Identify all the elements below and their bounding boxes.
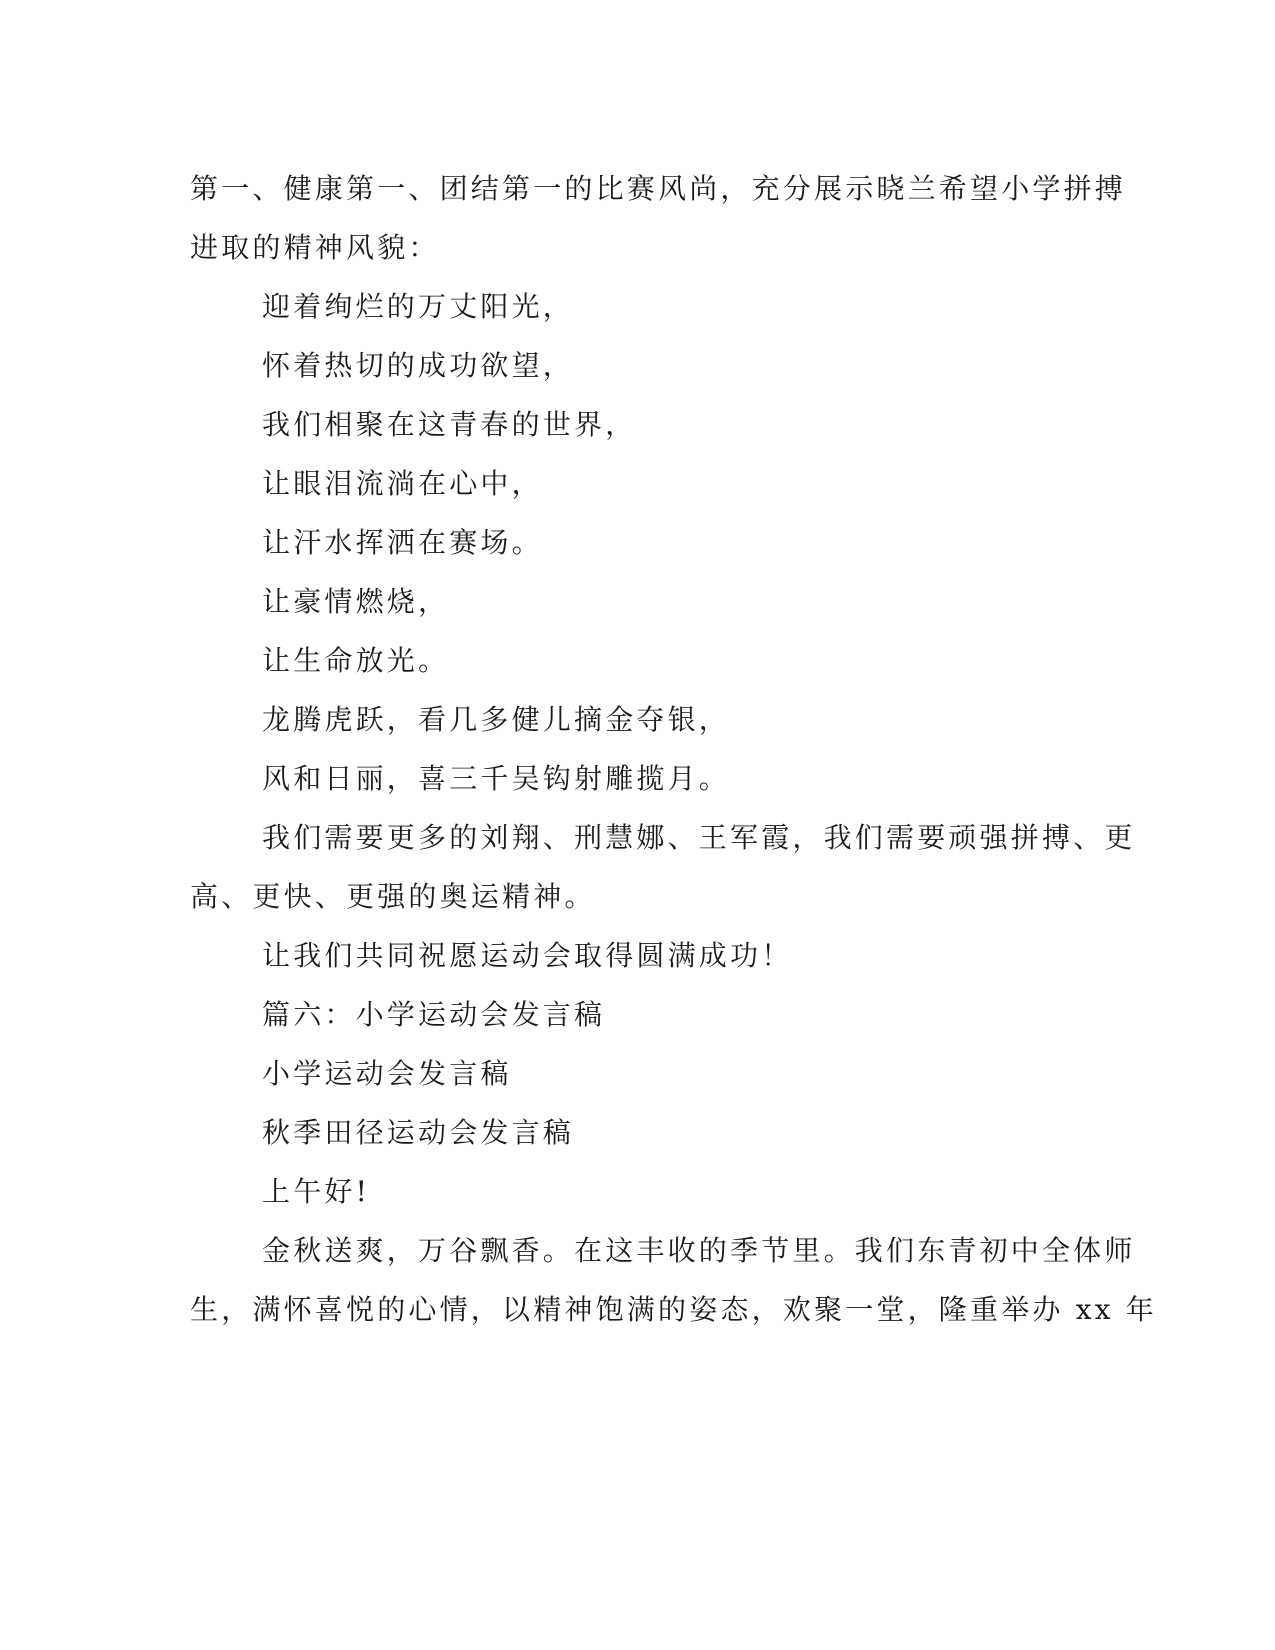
poem-line: 让眼泪流淌在心中， <box>262 467 543 500</box>
poem-line: 风和日丽，喜三千吴钩射雕揽月。 <box>262 762 731 795</box>
paragraph-line: 金秋送爽，万谷飘香。在这丰收的季节里。我们东青初中全体师 <box>262 1234 1136 1267</box>
poem-line: 让汗水挥洒在赛场。 <box>262 526 543 559</box>
paragraph-line: 生，满怀喜悦的心情，以精神饱满的姿态，欢聚一堂，隆重举办 xx 年 <box>190 1293 1157 1326</box>
paragraph-line: 进取的精神风貌： <box>190 231 440 264</box>
section-subtitle: 秋季田径运动会发言稿 <box>262 1116 575 1149</box>
section-subtitle: 小学运动会发言稿 <box>262 1057 512 1090</box>
section-heading: 篇六：小学运动会发言稿 <box>262 998 606 1031</box>
poem-line: 让豪情燃烧， <box>262 585 450 618</box>
poem-line: 龙腾虎跃，看几多健儿摘金夺银， <box>262 703 731 736</box>
poem-line: 让生命放光。 <box>262 644 450 677</box>
poem-line: 怀着热切的成功欲望， <box>262 349 575 382</box>
greeting-line: 上午好! <box>262 1175 371 1208</box>
paragraph-line: 我们需要更多的刘翔、刑慧娜、王军霞，我们需要顽强拼搏、更 <box>262 821 1136 854</box>
paragraph-line: 高、更快、更强的奥运精神。 <box>190 880 596 913</box>
paragraph-line: 让我们共同祝愿运动会取得圆满成功！ <box>262 939 793 972</box>
poem-line: 迎着绚烂的万丈阳光， <box>262 290 575 323</box>
paragraph-line: 第一、健康第一、团结第一的比赛风尚，充分展示晓兰希望小学拼搏 <box>190 172 1127 205</box>
poem-line: 我们相聚在这青春的世界， <box>262 408 637 441</box>
